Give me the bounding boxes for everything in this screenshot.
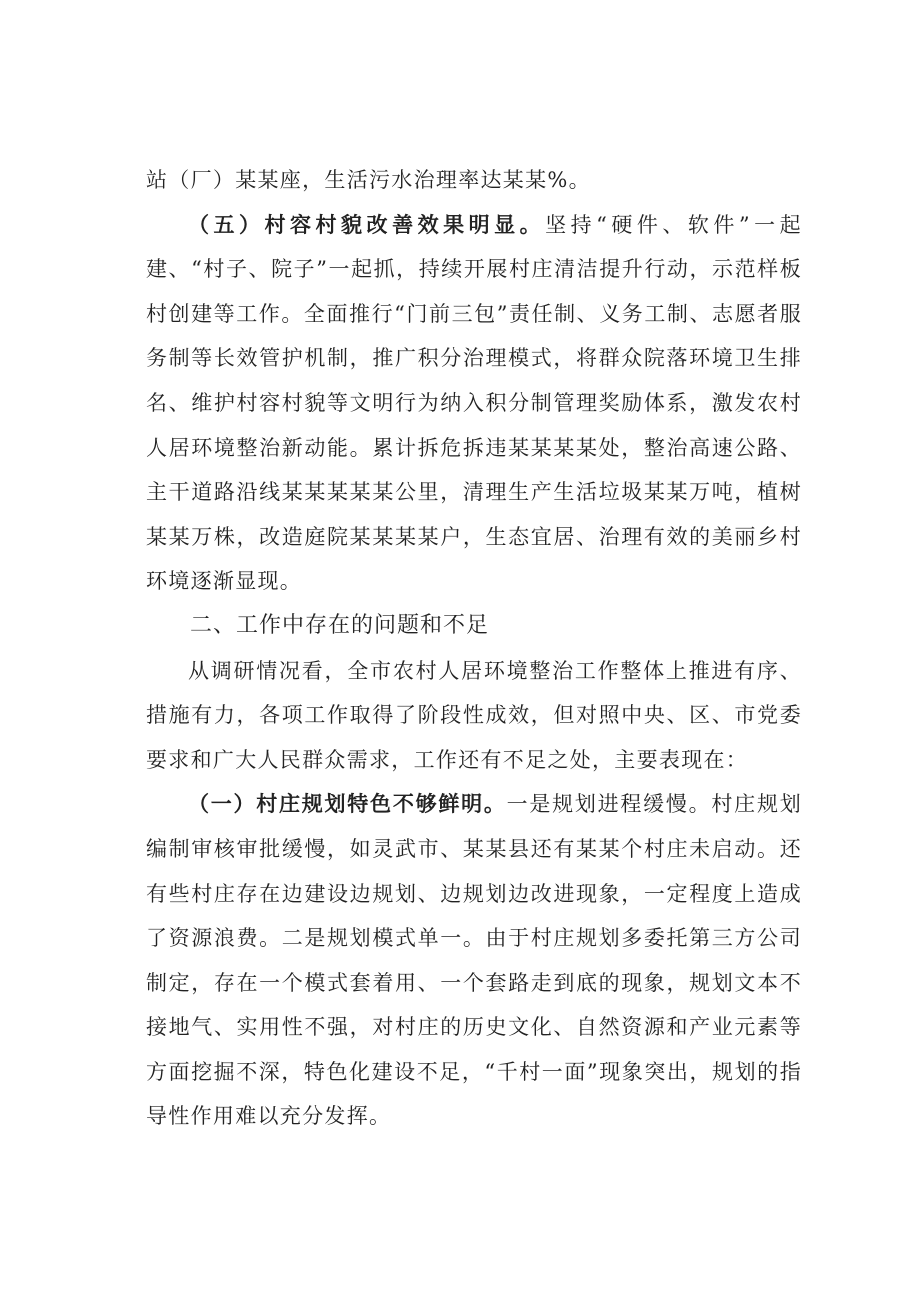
section-heading-problems: 二、工作中存在的问题和不足	[190, 612, 490, 638]
paragraph-village-planning	[146, 782, 802, 1139]
document-body	[146, 158, 802, 1139]
paragraph-village-planning-heading: （一）村庄规划特色不够鲜明。	[188, 791, 507, 817]
paragraph-village-planning-body: 一是规划进程缓慢。村庄规划编制审核审批缓慢，如灵武市、某某县还有某某个村庄未启动。还有些村庄存在边建设边规划、边规划边改进现象，一定程度上造成了资源浪费。二是规划模式单一。由于村庄规划多委托第三方公司制定，存在一个模式套着用、一个套路走到底的现象，规划文本不接地气、实用性不强，对村庄的历史文化、自然资源和产业元素等方面挖掘不深，特色化建设不足，“千村一面”现象突出，规划的指导性作用难以充分发挥。	[146, 792, 802, 1129]
paragraph-intro-text: 从调研情况看，全市农村人居环境整治工作整体上推进有序、措施有力，各项工作取得了阶段性成效，但对照中央、区、市党委要求和广大人民群众需求，工作还有不足之处，主要表现在：	[146, 658, 802, 772]
paragraph-continuation-text: 站（厂）某某座，生活污水治理率达某某%。	[146, 168, 591, 192]
paragraph-village-appearance-heading: （五）村容村貌改善效果明显。	[188, 211, 546, 237]
paragraph-continuation	[146, 158, 802, 203]
paragraph-intro	[146, 649, 802, 783]
paragraph-village-appearance	[146, 203, 802, 604]
paragraph-village-appearance-body: 坚持“硬件、软件”一起建、“村子、院子”一起抓，持续开展村庄清洁提升行动，示范样板村创建等工作。全面推行“门前三包”责任制、义务工制、志愿者服务制等长效管护机制，推广积分治理模式，将群众院落环境卫生排名、维护村容村貌等文明行为纳入积分制管理奖励体系，激发农村人居环境整治新动能。累计拆危拆违某某某某处，整治高速公路、主干道路沿线某某某某某公里，清理生产生活垃圾某某万吨，植树某某万株，改造庭院某某某某户，生态宜居、治理有效的美丽乡村环境逐渐显现。	[146, 212, 802, 594]
